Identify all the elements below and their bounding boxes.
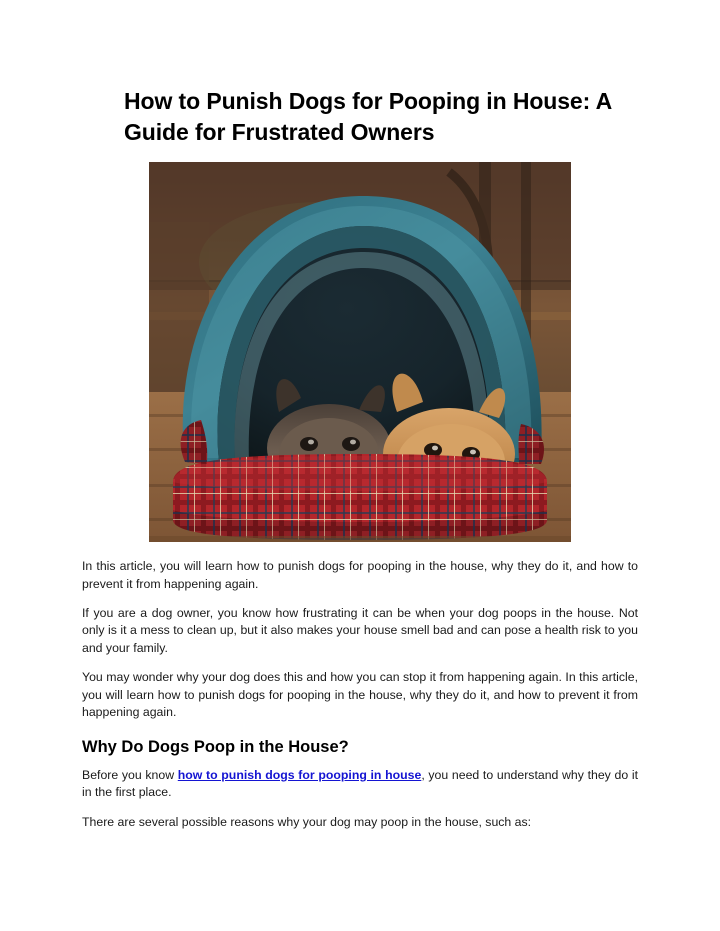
dog-bed-illustration (149, 162, 571, 542)
article-hero-image (149, 162, 571, 542)
intro-paragraph-1: In this article, you will learn how to punish dogs for pooping in the house, why they do it, and how to prevent it from happening again. (82, 559, 638, 591)
closing-paragraph: There are several possible reasons why your dog may poop in the house, such as: (82, 814, 532, 829)
intro-paragraph-2: If you are a dog owner, you know how frustrating it can be when your dog poops in the house. Not only is it a mess to clean up, but it also makes your house smell bad and can pose a health risk to you and your family. (82, 606, 638, 655)
page-title: How to Punish Dogs for Pooping in House: A Guide for Frustrated Owners (124, 88, 612, 146)
intro-paragraph-3: You may wonder why your dog does this and how you can stop it from happening again. In this article, you will learn how to punish dogs for pooping in the house, why they do it, and how to prevent it from happening again. (82, 670, 638, 720)
link-paragraph-after: , you need to understand why they do it in the first place. (82, 767, 638, 800)
section-heading-why-do-dogs-poop: Why Do Dogs Poop in the House? (82, 737, 349, 756)
link-paragraph-before: Before you know (82, 767, 178, 782)
link-paragraph (82, 767, 638, 802)
inline-link-how-to-punish-dogs[interactable]: how to punish dogs for pooping in house (177, 767, 422, 782)
document-content (82, 86, 638, 843)
